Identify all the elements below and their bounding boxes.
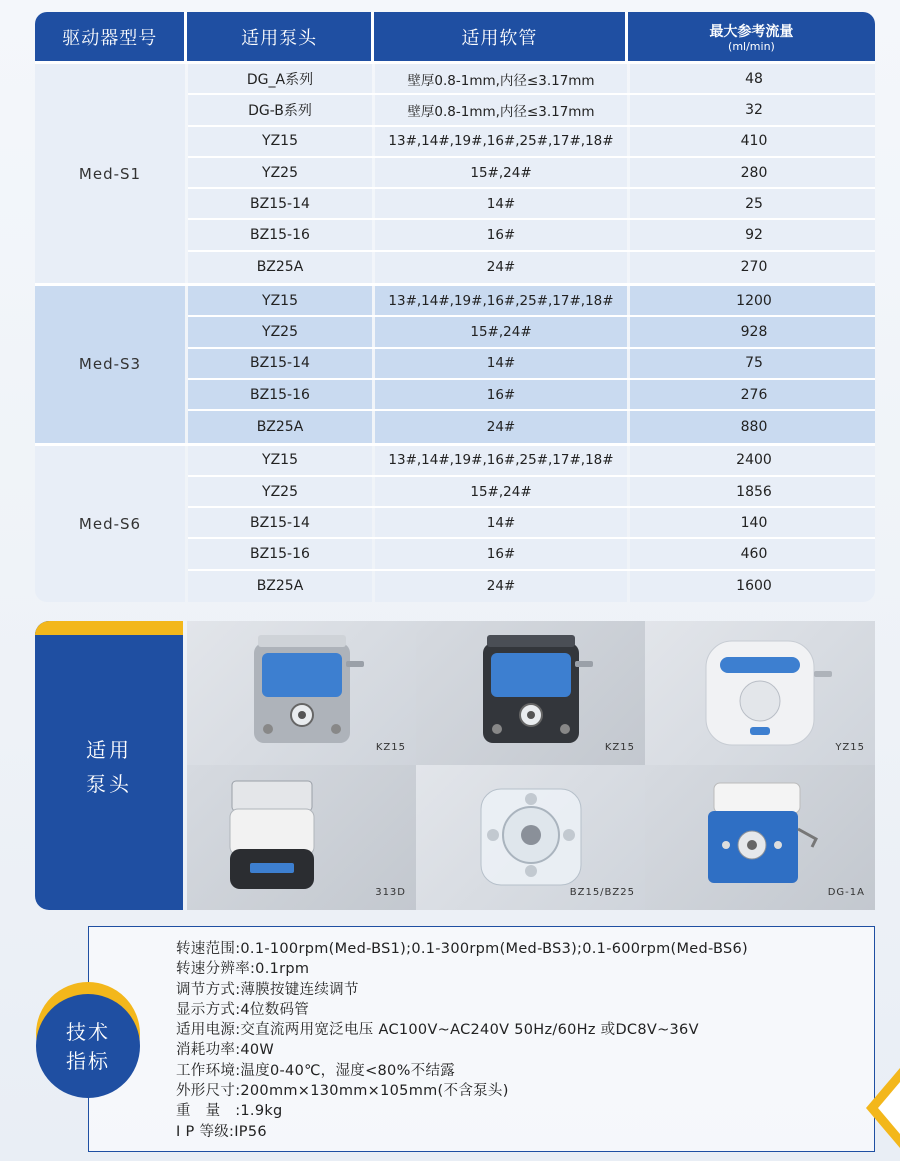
table-row: [188, 158, 875, 189]
cell-tubing: 15#,24#: [375, 158, 627, 187]
table-header: [35, 12, 875, 61]
pump-label-line1: 适用: [86, 738, 132, 762]
cell-tubing: 16#: [375, 380, 627, 409]
cell-pump-head: DG_A系列: [188, 64, 372, 93]
spec-line: 显示方式:4位数码管: [176, 1001, 310, 1018]
pump-image-card: [416, 621, 645, 765]
cell-tubing: 13#,14#,19#,16#,25#,17#,18#: [375, 286, 627, 315]
spec-line: 工作环境:温度0-40℃，湿度<80%不结露: [176, 1062, 456, 1079]
cell-tubing: 壁厚0.8-1mm,内径≤3.17mm: [375, 64, 627, 93]
table-row: [188, 349, 875, 380]
cell-pump-head: BZ15-14: [188, 189, 372, 218]
pump-image-card: [187, 621, 416, 765]
cell-tubing: 13#,14#,19#,16#,25#,17#,18#: [375, 446, 627, 475]
label-tab-accent: [35, 621, 183, 635]
table-row: [188, 220, 875, 251]
pump-caption: BZ15/BZ25: [569, 887, 635, 898]
spec-list: [176, 939, 748, 1142]
cell-pump-head: BZ25A: [188, 411, 372, 442]
table-row: [188, 446, 875, 477]
table-row: [188, 380, 875, 411]
cell-flow: 928: [630, 317, 875, 346]
tech-specs-badge: [36, 982, 140, 1098]
cell-tubing: 24#: [375, 571, 627, 602]
group-model-name: Med-S6: [35, 446, 185, 602]
cell-flow: 460: [630, 539, 875, 568]
cell-flow: 270: [630, 252, 875, 283]
cell-flow: 140: [630, 508, 875, 537]
cell-flow: 280: [630, 158, 875, 187]
cell-tubing: 13#,14#,19#,16#,25#,17#,18#: [375, 127, 627, 156]
table-row: [188, 539, 875, 570]
cell-tubing: 14#: [375, 349, 627, 378]
cell-flow: 1856: [630, 477, 875, 506]
header-pump-head: 适用泵头: [187, 12, 370, 61]
cell-pump-head: BZ15-16: [188, 380, 372, 409]
header-tubing: 适用软管: [374, 12, 625, 61]
table-row: [188, 127, 875, 158]
table-row: [188, 411, 875, 442]
cell-flow: 1200: [630, 286, 875, 315]
table-row: [188, 477, 875, 508]
table-group: [35, 283, 875, 442]
pump-image-card: [645, 621, 875, 765]
cell-flow: 32: [630, 95, 875, 124]
cell-tubing: 壁厚0.8-1mm,内径≤3.17mm: [375, 95, 627, 124]
tech-specs-box: [88, 926, 875, 1152]
pump-caption: YZ15: [835, 742, 865, 753]
pump-heads-label: [35, 621, 183, 910]
pump-caption: KZ15: [604, 742, 635, 753]
cell-tubing: 15#,24#: [375, 477, 627, 506]
table-row: [188, 64, 875, 95]
cell-pump-head: BZ15-14: [188, 349, 372, 378]
pump-caption: KZ15: [375, 742, 406, 753]
cell-pump-head: DG-B系列: [188, 95, 372, 124]
table-row: [188, 189, 875, 220]
pump-image-card: [416, 765, 645, 910]
table-row: [188, 571, 875, 602]
cell-tubing: 14#: [375, 189, 627, 218]
cell-flow: 1600: [630, 571, 875, 602]
spec-line: 重 量 :1.9kg: [176, 1103, 283, 1120]
table-group: [35, 61, 875, 283]
group-model-name: Med-S3: [35, 286, 185, 442]
cell-pump-head: YZ25: [188, 477, 372, 506]
cell-tubing: 24#: [375, 411, 627, 442]
pump-caption: DG-1A: [827, 887, 865, 898]
cell-pump-head: BZ25A: [188, 571, 372, 602]
cell-tubing: 16#: [375, 539, 627, 568]
cell-tubing: 15#,24#: [375, 317, 627, 346]
table-row: [188, 252, 875, 283]
table-row: [188, 95, 875, 126]
pump-image-card: [187, 765, 416, 910]
cell-pump-head: BZ15-16: [188, 220, 372, 249]
cell-tubing: 16#: [375, 220, 627, 249]
cell-flow: 410: [630, 127, 875, 156]
cell-flow: 276: [630, 380, 875, 409]
cell-flow: 2400: [630, 446, 875, 475]
cell-pump-head: BZ25A: [188, 252, 372, 283]
cell-flow: 880: [630, 411, 875, 442]
pump-caption: 313D: [375, 887, 406, 898]
spec-line: 转速范围:0.1-100rpm(Med-BS1);0.1-300rpm(Med-BS3);0.1-600rpm(Med-BS6): [176, 941, 748, 957]
cell-pump-head: YZ15: [188, 286, 372, 315]
table-row: [188, 508, 875, 539]
cell-pump-head: YZ25: [188, 317, 372, 346]
header-flow: 最大参考流量 (ml/min): [628, 12, 875, 61]
flow-spec-table: [35, 12, 875, 602]
cell-flow: 75: [630, 349, 875, 378]
pump-image-card: [645, 765, 875, 910]
spec-line: 外形尺寸:200mm×130mm×105mm(不含泵头): [176, 1083, 509, 1100]
pump-image-grid: [187, 621, 875, 910]
cell-pump-head: YZ15: [188, 127, 372, 156]
cell-pump-head: BZ15-16: [188, 539, 372, 568]
spec-line: I P 等级:IP56: [176, 1123, 267, 1140]
cell-pump-head: YZ25: [188, 158, 372, 187]
spec-line: 调节方式:薄膜按键连续调节: [176, 981, 359, 998]
spec-line: 转速分辨率:0.1rpm: [176, 961, 310, 978]
cell-tubing: 24#: [375, 252, 627, 283]
group-model-name: Med-S1: [35, 64, 185, 283]
header-model: 驱动器型号: [35, 12, 184, 61]
corner-decoration: [858, 1068, 900, 1158]
badge-line1: 技术: [66, 1020, 110, 1044]
table-row: [188, 286, 875, 317]
spec-line: 消耗功率:40W: [176, 1042, 275, 1059]
cell-pump-head: BZ15-14: [188, 508, 372, 537]
cell-tubing: 14#: [375, 508, 627, 537]
table-row: [188, 317, 875, 348]
spec-line: 适用电源:交直流两用宽泛电压 AC100V~AC240V 50Hz/60Hz 或DC8V~36V: [176, 1022, 699, 1039]
cell-pump-head: YZ15: [188, 446, 372, 475]
badge-line2: 指标: [66, 1049, 110, 1073]
table-group: [35, 443, 875, 602]
pump-label-line2: 泵头: [86, 772, 132, 796]
pump-heads-section: [35, 621, 875, 910]
cell-flow: 48: [630, 64, 875, 93]
cell-flow: 92: [630, 220, 875, 249]
cell-flow: 25: [630, 189, 875, 218]
